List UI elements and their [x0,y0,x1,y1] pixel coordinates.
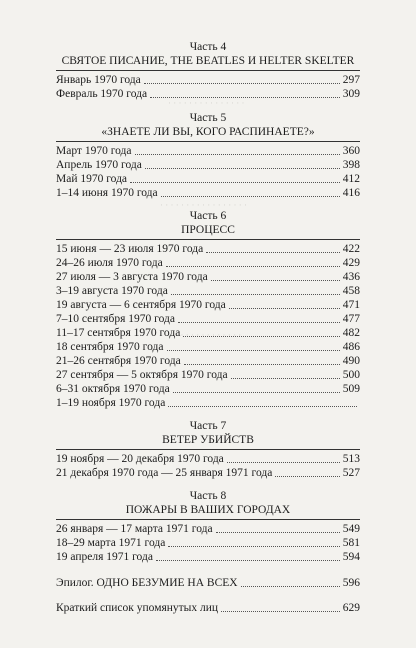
entry-label: 19 ноября — 20 декабря 1970 года [56,453,224,465]
entry-label: Март 1970 года [56,145,132,157]
leader-dots [178,322,340,323]
toc-entry[interactable] [56,87,360,101]
toc-entry[interactable] [56,242,360,256]
entry-page: 509 [342,383,360,395]
part-title: ПОЖАРЫ В ВАШИХ ГОРОДАХ [56,503,360,520]
entry-page: 412 [342,173,360,185]
entry-page: 360 [342,145,360,157]
entry-label: 27 июля — 3 августа 1970 года [56,271,208,283]
entry-label: 6–31 октября 1970 года [56,383,170,395]
leader-dots [275,476,339,477]
entry-label: Февраль 1970 года [56,88,148,100]
part-title: «ЗНАЕТЕ ЛИ ВЫ, КОГО РАСПИНАЕТЕ?» [56,125,360,142]
leader-dots [168,546,339,547]
part-title: СВЯТОЕ ПИСАНИЕ, THE BEATLES И HELTER SKELTER [56,54,360,71]
show-through-text: · · · · · · · · · · · · · · [170,330,242,340]
entry-label: 18–29 марта 1971 года [56,537,166,549]
entry-page: 549 [342,523,360,535]
leader-dots [211,280,340,281]
leader-dots [227,462,340,463]
entry-page: 581 [342,537,360,549]
part-heading: Часть 4 [189,41,227,53]
entry-label: 19 апреля 1971 года [56,551,153,563]
leader-dots [161,196,340,197]
toc-entry[interactable] [56,354,360,368]
entry-label: 21 декабря 1970 года — 25 января 1971 года [56,467,273,479]
entry-label: Апрель 1970 года [56,159,142,171]
entry-page: 513 [342,453,360,465]
entry-label: Май 1970 года [56,173,128,185]
entry-page: 429 [342,257,360,269]
entry-page: 471 [342,299,360,311]
leader-dots [183,336,339,337]
entry-label: 24–26 июля 1970 года [56,257,163,269]
leader-dots [206,252,340,253]
toc-entry[interactable] [56,368,360,382]
leader-dots [130,182,340,183]
entry-page: 416 [342,187,360,199]
toc-entry[interactable] [56,536,360,550]
toc-entry[interactable] [56,298,360,312]
entry-label: Январь 1970 года [56,74,141,86]
part-title: ВЕТЕР УБИЙСТВ [56,433,360,450]
epilogue-entry[interactable] [56,576,360,590]
entry-page: 596 [342,577,360,589]
toc-entry[interactable] [56,256,360,270]
entry-page: 477 [342,313,360,325]
leader-dots [144,83,340,84]
leader-dots [241,586,340,587]
entry-page: 398 [342,159,360,171]
entry-page: 629 [342,602,360,614]
leader-dots [171,294,340,295]
leader-dots [173,392,340,393]
leader-dots [168,406,357,407]
toc-entry[interactable] [56,466,360,480]
entry-label: 11–17 сентября 1970 года [56,327,181,339]
part-heading: Часть 5 [189,112,227,124]
entry-label: 27 сентября — 5 октября 1970 года [56,369,228,381]
toc-entry[interactable] [56,270,360,284]
entry-label: Краткий список упомянутых лиц [56,602,219,614]
toc-entry[interactable] [56,522,360,536]
entry-page: 422 [342,243,360,255]
entry-label: 1–14 июня 1970 года [56,187,158,199]
entry-label: Эпилог. ОДНО БЕЗУМИЕ НА ВСЕХ [56,577,238,589]
leader-dots [229,308,340,309]
entry-page: 297 [342,74,360,86]
toc-entry[interactable] [56,158,360,172]
toc-entry[interactable] [56,396,360,410]
entry-page: 458 [342,285,360,297]
toc-entry[interactable] [56,452,360,466]
entry-label: 7–10 сентября 1970 года [56,313,175,325]
toc-entry[interactable] [56,172,360,186]
entry-page: 527 [342,467,360,479]
entry-label: 21–26 сентября 1970 года [56,355,181,367]
leader-dots [150,97,340,98]
entry-page: 309 [342,88,360,100]
entry-label: 15 июня — 23 июля 1970 года [56,243,204,255]
part-heading: Часть 6 [189,210,227,222]
entry-label: 26 января — 17 марта 1971 года [56,523,213,535]
entry-label: 1–19 ноября 1970 года [56,397,166,409]
entry-label: 18 сентября 1970 года [56,341,164,353]
part-heading: Часть 7 [189,420,227,432]
leader-dots [231,378,340,379]
toc-entry[interactable] [56,382,360,396]
toc-entry[interactable] [56,186,360,200]
leader-dots [167,350,340,351]
entry-page: 490 [342,355,360,367]
entry-page: 436 [342,271,360,283]
leader-dots [135,154,340,155]
part-heading: Часть 8 [189,490,227,502]
leader-dots [184,364,340,365]
persons-list-entry[interactable] [56,601,360,615]
entry-page: 500 [342,369,360,381]
leader-dots [145,168,340,169]
toc-entry[interactable] [56,340,360,354]
part-title: ПРОЦЕСС [56,223,360,240]
show-through-text: · · · · · · · · · · · · · · · · · [160,200,247,210]
leader-dots [221,611,340,612]
toc-entry[interactable] [56,326,360,340]
toc-entry[interactable] [56,550,360,564]
entry-page: 486 [342,341,360,353]
toc-entry[interactable] [56,284,360,298]
entry-label: 3–19 августа 1970 года [56,285,168,297]
entry-page: 482 [342,327,360,339]
entry-page: 594 [342,551,360,563]
toc-entry[interactable] [56,312,360,326]
toc-entry[interactable] [56,144,360,158]
toc-entry[interactable] [56,73,360,87]
show-through-text: · · · · · · · · · · · · · · · [168,98,245,108]
leader-dots [166,266,340,267]
entry-label: 19 августа — 6 сентября 1970 года [56,299,226,311]
leader-dots [156,560,340,561]
leader-dots [216,532,340,533]
